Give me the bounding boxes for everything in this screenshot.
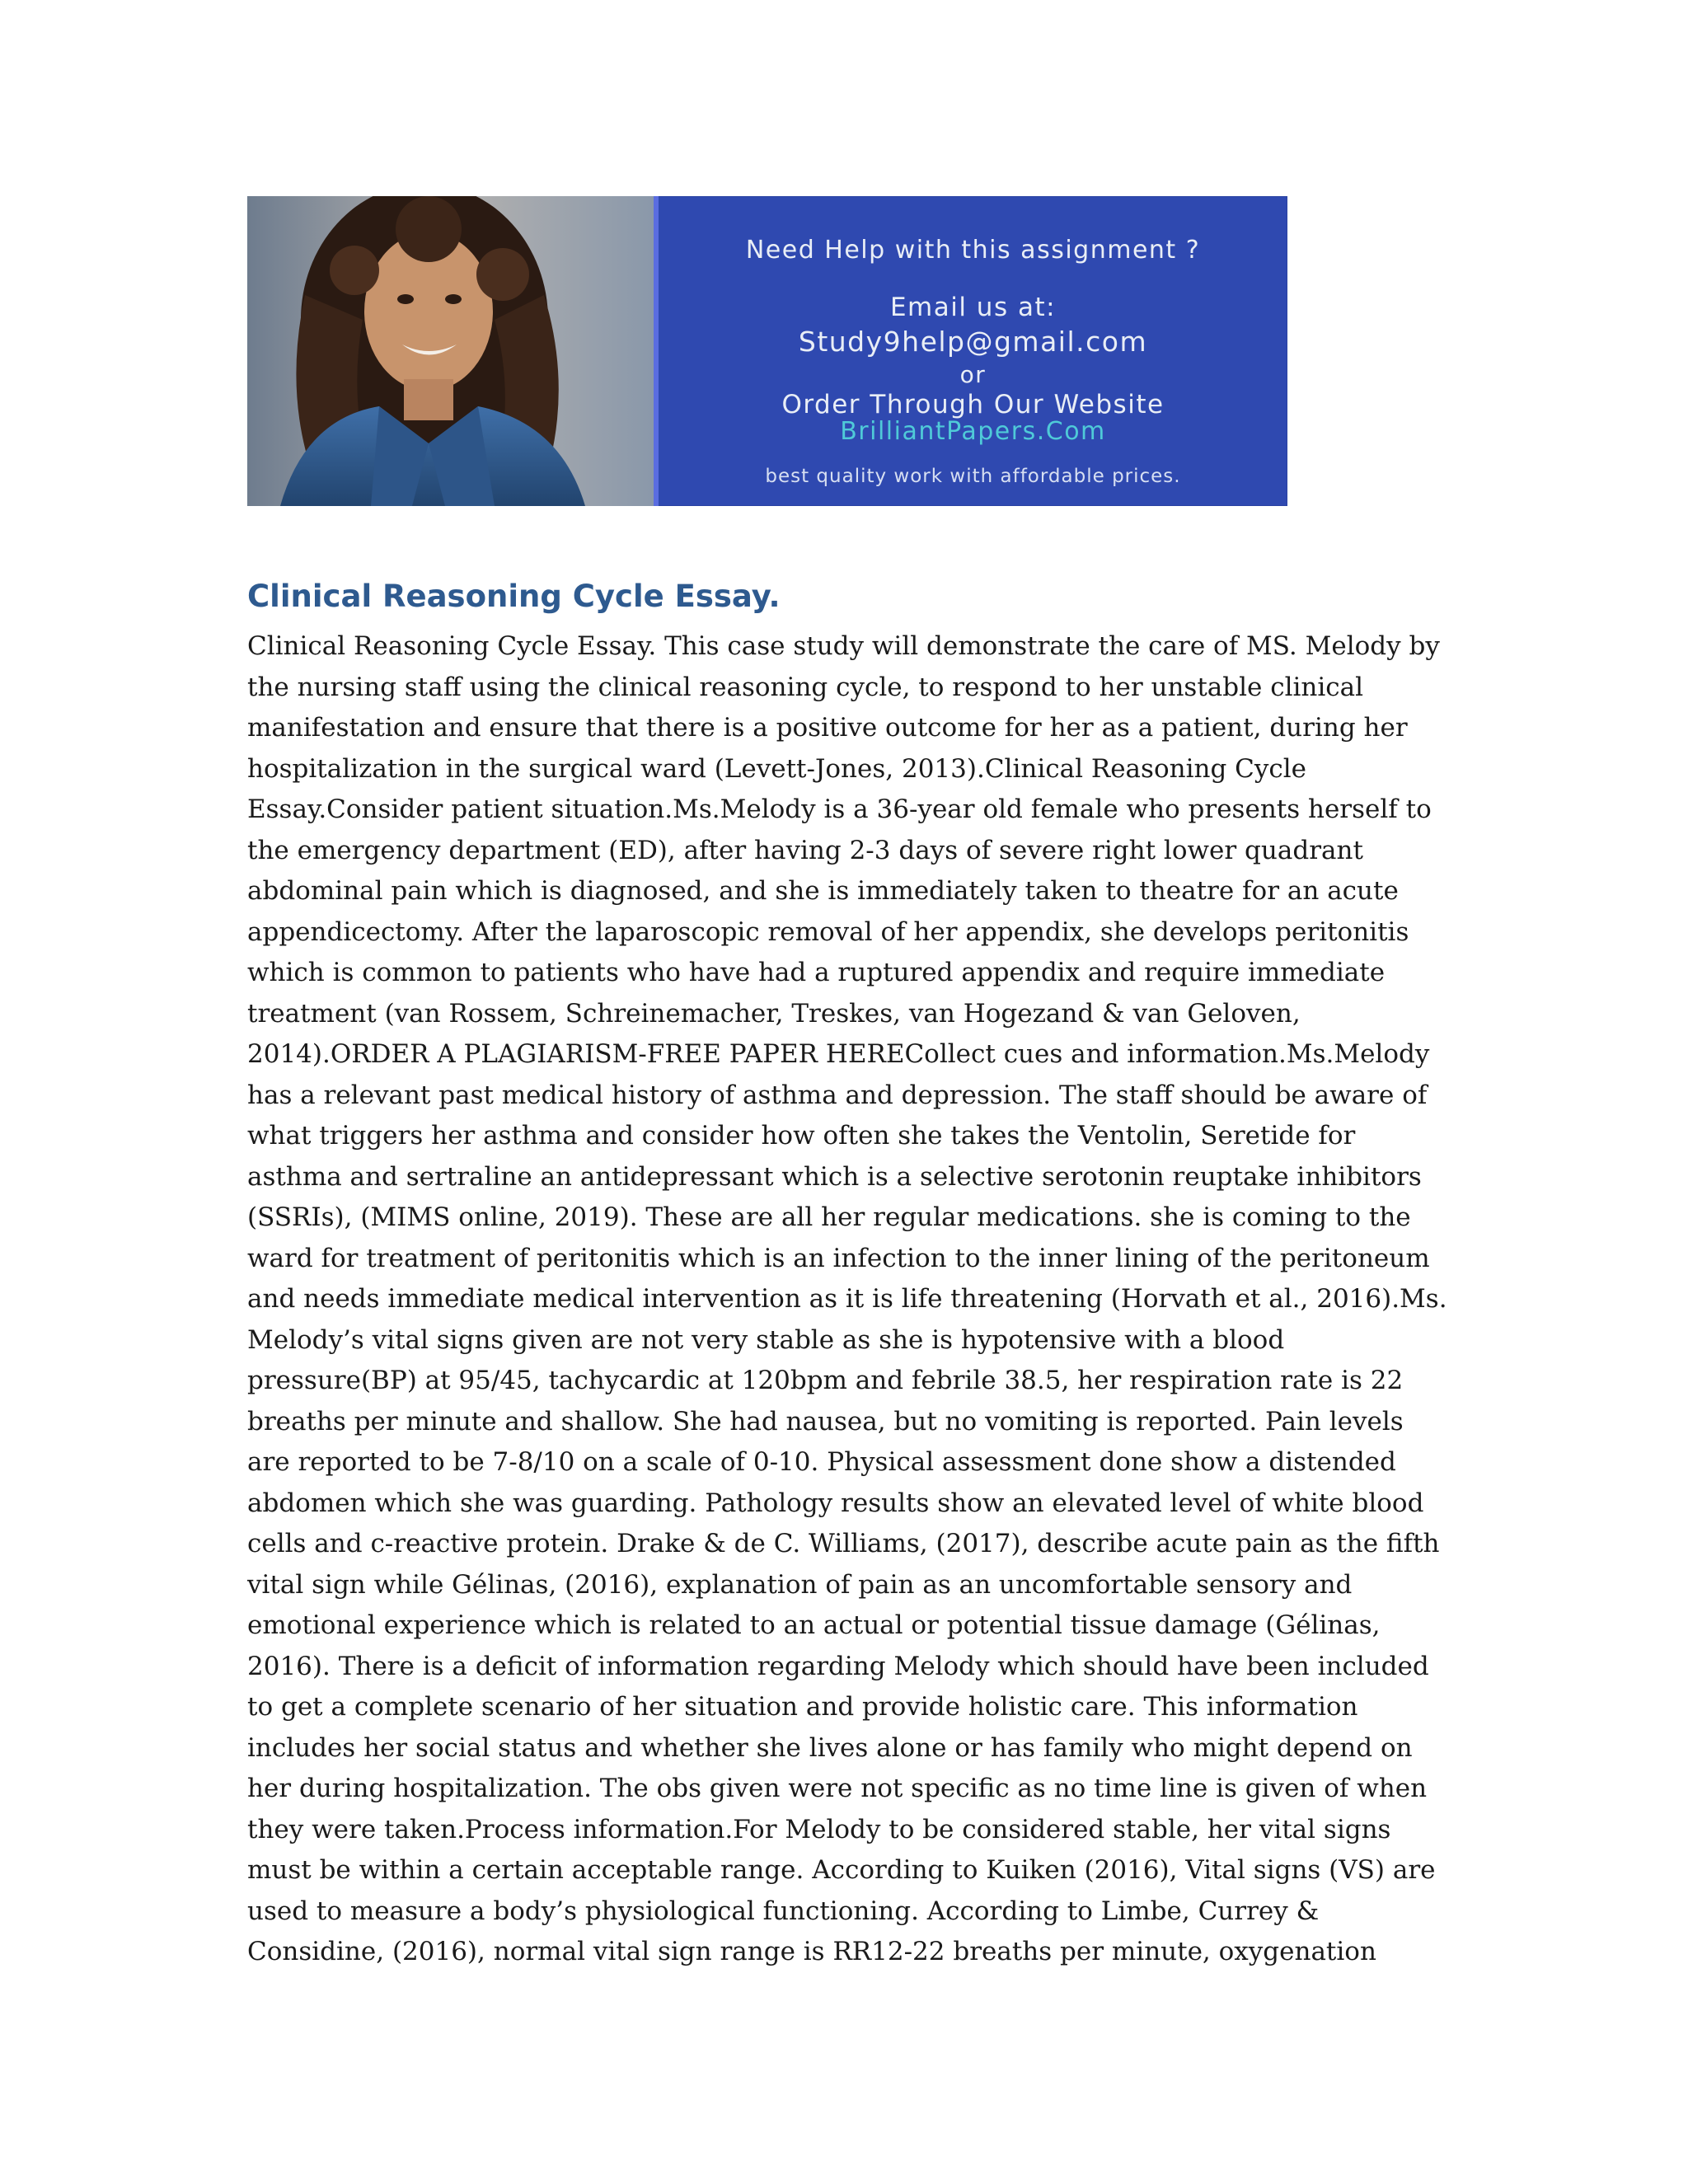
woman-photo	[247, 196, 654, 506]
banner-website-link[interactable]: BrilliantPapers.Com	[840, 417, 1106, 446]
essay-line: has a relevant past medical history of asthma and depression. The staff should be aware of	[247, 1080, 1428, 1110]
essay-line: to get a complete scenario of her situation and provide holistic care. This information	[247, 1692, 1358, 1722]
essay-line: are reported to be 7-8/10 on a scale of 0-10. Physical assessment done show a distended	[247, 1447, 1396, 1477]
banner-order-text: Order Through Our Website	[781, 390, 1165, 419]
essay-line: must be within a certain acceptable range. According to Kuiken (2016), Vital signs (VS) are	[247, 1855, 1436, 1885]
essay-line: 2014).ORDER A PLAGIARISM-FREE PAPER HERECollect cues and information.Ms.Melody	[247, 1039, 1430, 1069]
banner-or: or	[959, 361, 987, 388]
essay-line: her during hospitalization. The obs given were not specific as no time line is given of when	[247, 1774, 1428, 1803]
essay-line: emotional experience which is related to an actual or potential tissue damage (Gélinas,	[247, 1610, 1381, 1640]
essay-line: abdominal pain which is diagnosed, and she is immediately taken to theatre for an acute	[247, 876, 1399, 906]
banner-tagline: best quality work with affordable prices.	[765, 466, 1181, 487]
essay-line: Essay.Consider patient situation.Ms.Melody is a 36-year old female who presents herself to	[247, 794, 1432, 824]
essay-line: the nursing staff using the clinical reasoning cycle, to respond to her unstable clinical	[247, 672, 1364, 702]
banner-headline: Need Help with this assignment ?	[745, 236, 1201, 265]
banner-email-label: Email us at:	[889, 293, 1057, 322]
essay-line: Clinical Reasoning Cycle Essay. This case study will demonstrate the care of MS. Melody by	[247, 631, 1440, 661]
essay-line: they were taken.Process information.For Melody to be considered stable, her vital signs	[247, 1814, 1391, 1844]
essay-title: Clinical Reasoning Cycle Essay.	[247, 579, 781, 614]
essay-line: includes her social status and whether she lives alone or has family who might depend on	[247, 1732, 1413, 1763]
essay-line: which is common to patients who have had a ruptured appendix and require immediate	[247, 958, 1386, 987]
essay-line: (SSRIs), (MIMS online, 2019). These are all her regular medications. she is coming to the	[247, 1202, 1411, 1232]
essay-line: hospitalization in the surgical ward (Levett-Jones, 2013).Clinical Reasoning Cycle	[247, 753, 1307, 784]
essay-line: ward for treatment of peritonitis which is an infection to the inner lining of the peritoneum	[247, 1243, 1430, 1273]
essay-line: vital sign while Gélinas, (2016), explanation of pain as an uncomfortable sensory and	[247, 1569, 1353, 1600]
essay-line: Considine, (2016), normal vital sign range is RR12-22 breaths per minute, oxygenation	[247, 1937, 1376, 1966]
essay-line: what triggers her asthma and consider how often she takes the Ventolin, Seretide for	[247, 1121, 1356, 1151]
essay-line: breaths per minute and shallow. She had nausea, but no vomiting is reported. Pain levels	[247, 1406, 1404, 1436]
essay-line: 2016). There is a deficit of information regarding Melody which should have been included	[247, 1651, 1429, 1681]
essay-line: manifestation and ensure that there is a positive outcome for her as a patient, during her	[247, 713, 1408, 743]
essay-line: asthma and sertraline an antidepressant which is a selective serotonin reuptake inhibitors	[247, 1161, 1422, 1192]
banner-text-block	[659, 196, 1287, 506]
essay-line: and needs immediate medical intervention as it is life threatening (Horvath et al., 2016).Ms.	[247, 1284, 1447, 1314]
essay-line: treatment (van Rossem, Schreinemacher, Treskes, van Hogezand & van Geloven,	[247, 998, 1301, 1029]
essay-body	[247, 626, 1447, 1973]
essay-line: pressure(BP) at 95/45, tachycardic at 120bpm and febrile 38.5, her respiration rate is 22	[247, 1366, 1404, 1395]
essay-line: abdomen which she was guarding. Pathology results show an elevated level of white blood	[247, 1488, 1424, 1518]
banner-email[interactable]: Study9help@gmail.com	[798, 326, 1148, 358]
essay-line: the emergency department (ED), after having 2-3 days of severe right lower quadrant	[247, 835, 1363, 865]
essay-line: cells and c-reactive protein. Drake & de C. Williams, (2017), describe acute pain as the fifth	[247, 1529, 1440, 1558]
essay-line: used to measure a body’s physiological functioning. According to Limbe, Currey &	[247, 1896, 1320, 1926]
advert-banner[interactable]	[247, 196, 1287, 506]
essay-line: Melody’s vital signs given are not very stable as she is hypotensive with a blood	[247, 1324, 1285, 1355]
woman-photo-illustration	[247, 196, 654, 506]
essay-line: appendicectomy. After the laparoscopic removal of her appendix, she develops peritonitis	[247, 916, 1409, 947]
